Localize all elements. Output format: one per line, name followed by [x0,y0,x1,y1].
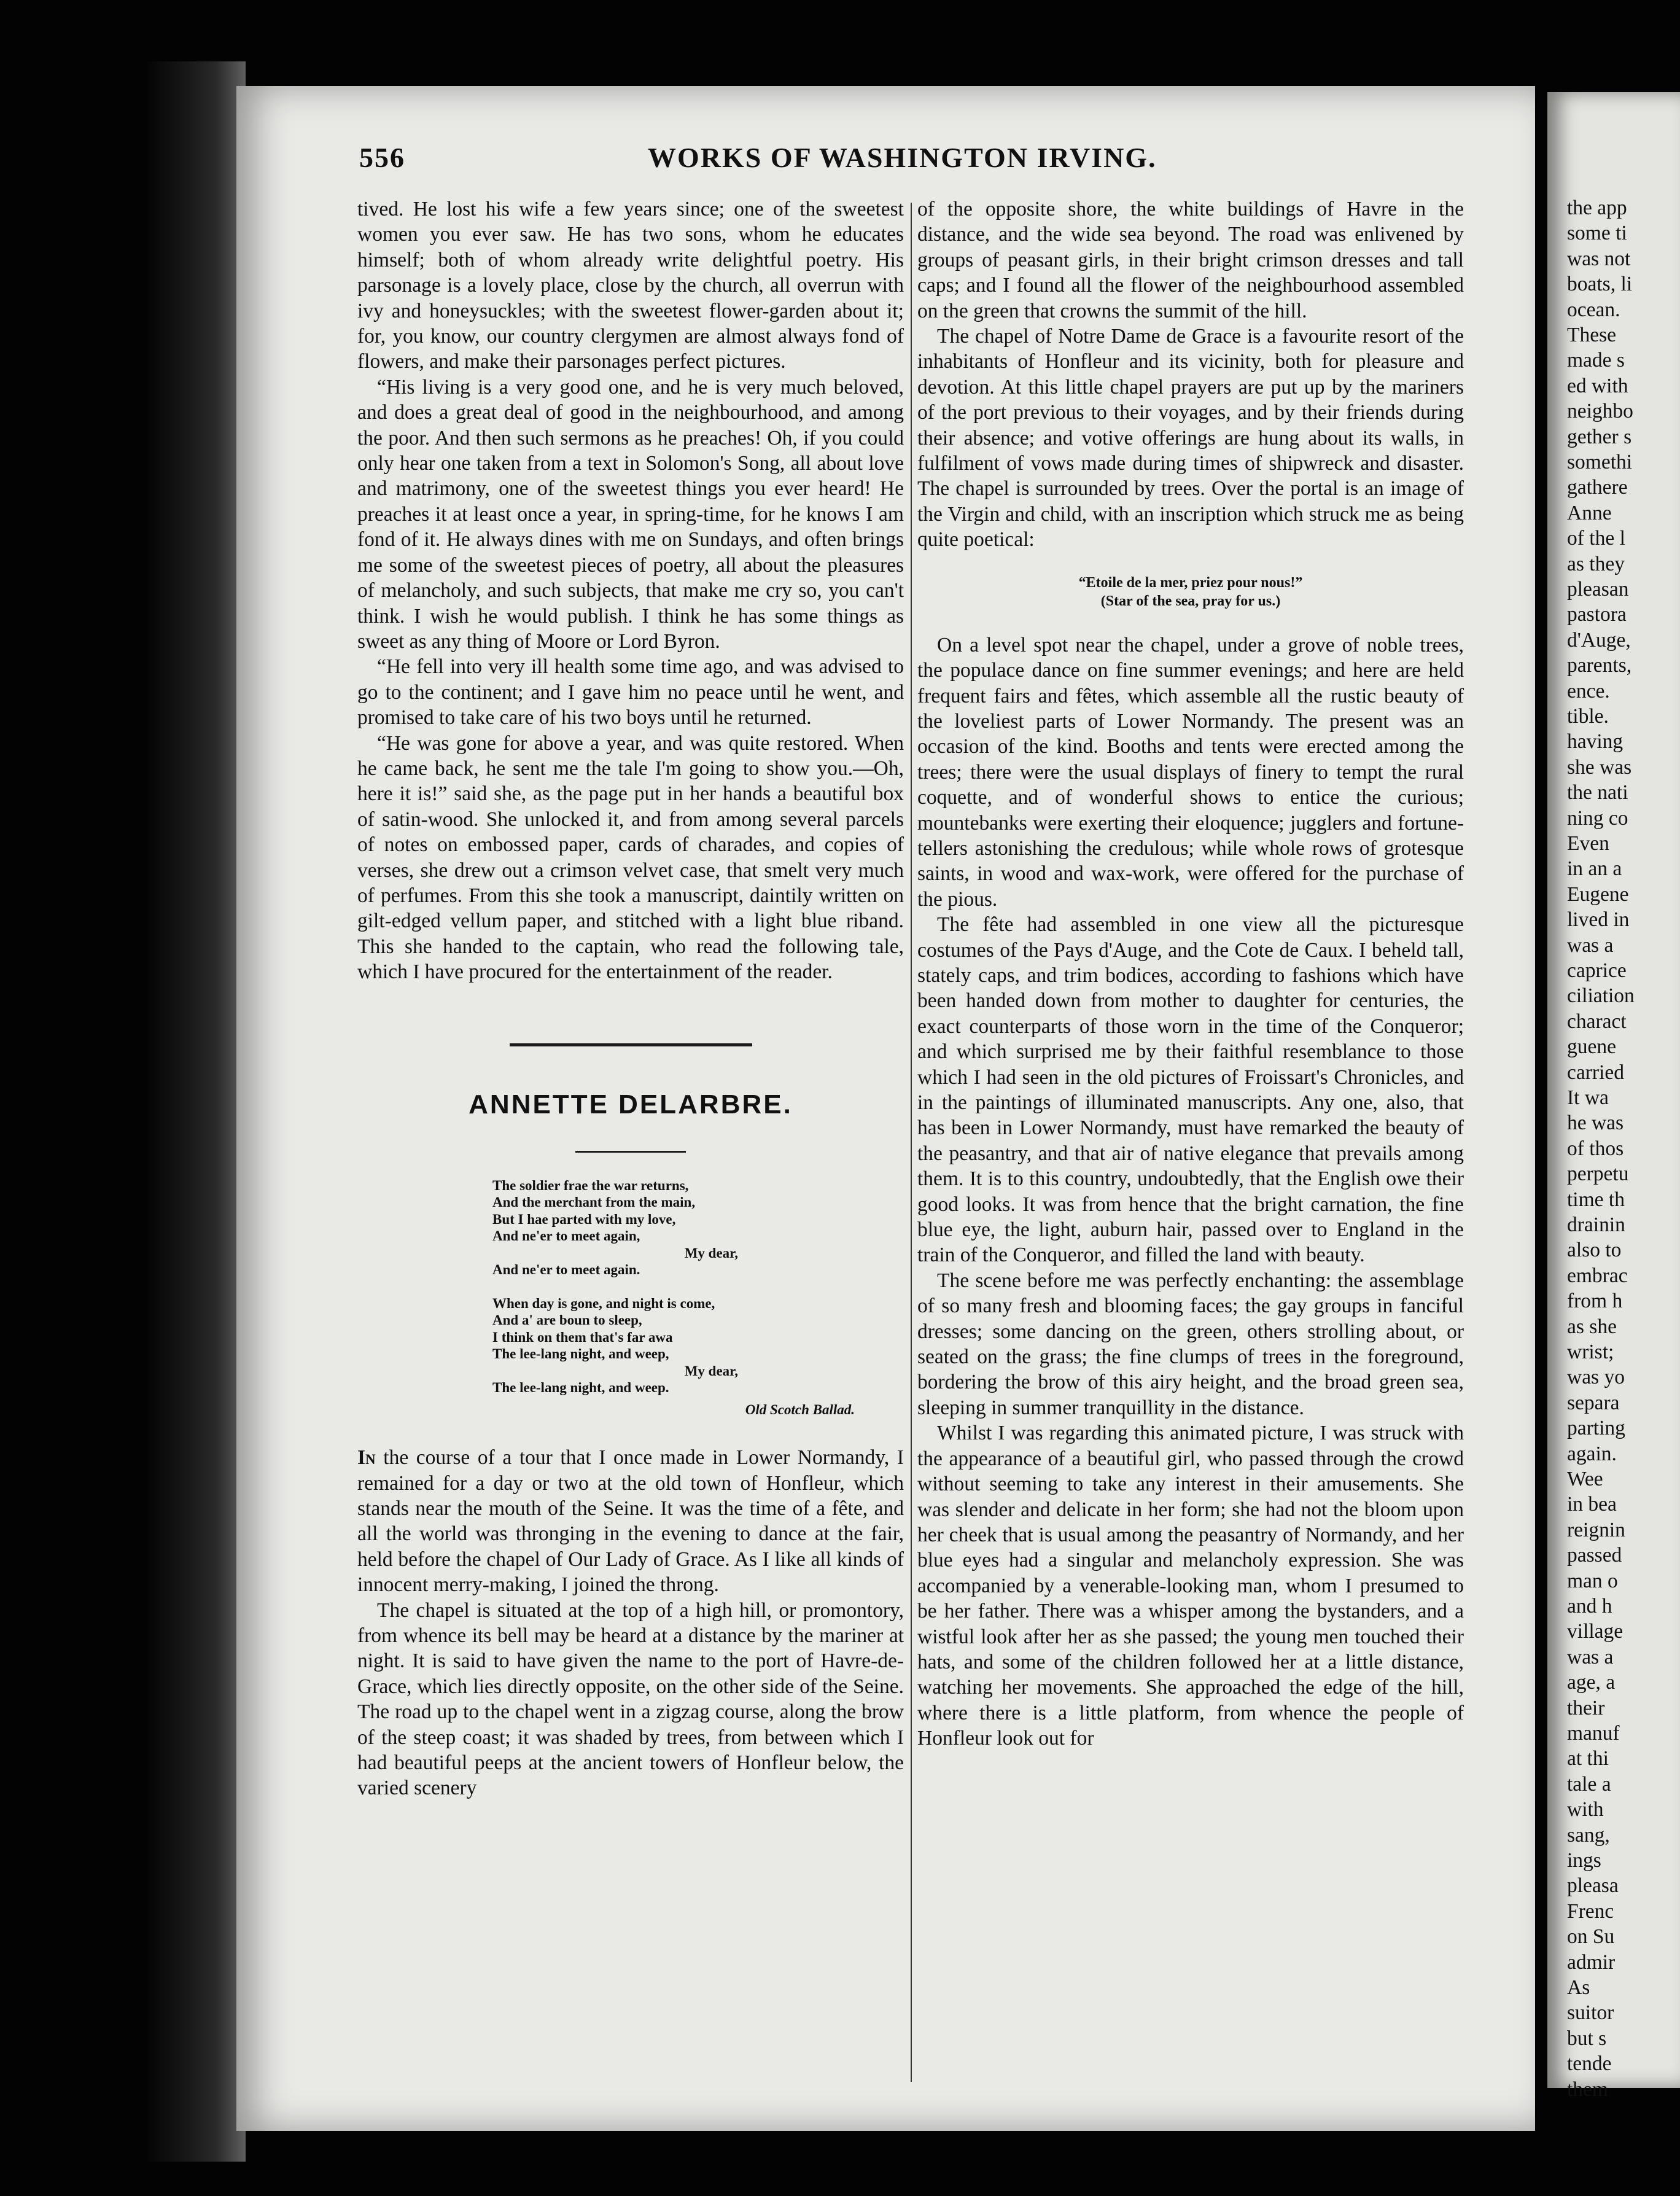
facing-page-line: made s [1567,349,1625,372]
facing-page-line: the app [1567,197,1627,219]
facing-page-line: neighbo [1567,400,1633,423]
facing-page-line: perpetu [1567,1162,1629,1186]
facing-page-line: of the l [1567,527,1625,550]
facing-page-line: with [1567,1798,1604,1821]
facing-page-line: tende [1567,2052,1612,2076]
facing-page-line: of thos [1567,1137,1624,1160]
inscription-translation: (Star of the sea, pray for us.) [1100,593,1281,609]
facing-page-line: drainin [1567,1213,1625,1236]
title-rule [575,1151,686,1153]
facing-page-line: at thi [1567,1747,1609,1770]
facing-page-line: was not [1567,247,1631,270]
paragraph: Whilst I was regarding this animated picture, I was struck with the appearance of a beautiful girl, who passed through the crowd without seeming to take any interest in their amusements. She was slender and delicate in her form; she had not the bloom upon her cheek that is usual among the peasantry of Normandy, and her blue eyes had a singular and melancholy expression. She was accompanied by a venerable-looking man, whom I presumed to be her father. There was a whisper among the bystanders, and a wistful look after her as she passed; the young men touched their hats, and some of the children followed her at a little distance, watching her movements. She approached the edge of the hill, where there is a little platform, from whence the people of Honfleur look out for [917,1422,1464,1750]
facing-page-line: in an a [1567,857,1622,881]
facing-page-line: was a [1567,1645,1614,1668]
facing-page-line: wrist; [1567,1341,1614,1363]
facing-page-line: tale a [1567,1772,1611,1796]
facing-page-line: but s [1567,2027,1607,2050]
paragraph: of the opposite shore, the white buildings of Havre in the distance, and the wide sea beyond. The road was enlivened by groups of peasant girls, in their bright crimson dresses and tall caps; and I found all the flower of the neighbourhood assembled on the green that crowns the summit of the hill. [917,198,1464,322]
facing-page-line: sang, [1567,1823,1610,1847]
story-title: ANNETTE DELARBRE. [469,1089,793,1119]
verse-line: I think on them that's far awa [492,1329,673,1345]
facing-page-line: ence. [1567,679,1610,703]
paragraph: tived. He lost his wife a few years since; one of the sweetest women you ever saw. He has two sons, whom he educates himself; both of whom already write delightful poetry. His parsonage is a lovely place, close by the church, all overrun with ivy and honeysuckles; with the sweetest flower-garden about it; for, you know, our country clergymen are almost always fond of flowers, and make their parsonages perfect pictures. [357,198,904,373]
facing-page-line: some ti [1567,222,1627,245]
facing-page-line: age, a [1567,1671,1616,1694]
verse-line: And ne'er to meet again, [492,1228,640,1244]
running-title: WORKS OF WASHINGTON IRVING. [648,142,1157,173]
column-divider [911,203,912,2082]
facing-page-line: ciliation [1567,984,1635,1008]
facing-page-line: as she [1567,1315,1617,1338]
facing-page-line: separa [1567,1391,1620,1414]
facing-page-line: time th [1567,1188,1625,1211]
facing-page-line: charact [1567,1010,1627,1033]
ballad-source: Old Scotch Ballad. [745,1401,855,1417]
facing-page-line: tible. [1567,705,1609,728]
inscription-french: “Etoile de la mer, priez pour nous!” [1078,574,1303,591]
facing-page-line: It wa [1567,1086,1609,1109]
facing-page-line: pleasan [1567,578,1629,601]
facing-page-line: guene [1567,1035,1616,1059]
facing-page-line: ocean. [1567,298,1620,321]
verse-line: And ne'er to meet again. [492,1262,640,1278]
facing-page-line: Frenc [1567,1899,1614,1923]
facing-page-line: manuf [1567,1722,1620,1745]
paragraph: “He was gone for above a year, and was quite restored. When he came back, he sent me the tale I'm going to show you.—Oh, here it is!” said she, as the page put in her hands a beautiful box of satin-wood. She unlocked it, and from among several parcels of notes on embossed paper, cards of charades, and copies of verses, she drew out a crimson velvet case, that smelt very much of perfumes. From this she took a manuscript, daintily written on gilt-edged vellum paper, and stitched with a light blue riband. This she handed to the captain, who read the following tale, which I have procured for the entertainment of the reader. [357,731,904,984]
facing-page-line: ings [1567,1849,1601,1872]
section-rule [510,1043,752,1046]
facing-page-line: also to [1567,1239,1622,1262]
facing-page-line: gathere [1567,476,1628,499]
verse-refrain: My dear, [684,1363,738,1379]
facing-page-line: somethi [1567,451,1633,473]
facing-page-line: Wee [1567,1468,1603,1490]
facing-page-line: man o [1567,1569,1618,1592]
facing-page-line: d'Auge, [1567,628,1631,652]
paragraph: The scene before me was perfectly enchanting: the assemblage of so many fresh and blooming faces; the gay groups in fanciful dresses; some dancing on the green, others strolling about, or seated on the grass; the fine clumps of trees in the foreground, bordering the brow of this airy height, and the broad green sea, sleeping in summer tranquillity in the distance. [917,1269,1464,1419]
book-gutter-shadow [147,61,246,2162]
verse-refrain: My dear, [684,1245,738,1261]
facing-page-line: and h [1567,1595,1612,1618]
drop-cap: In [357,1446,376,1470]
facing-page-line: parting [1567,1417,1625,1440]
facing-page-line: parents, [1567,654,1632,677]
facing-page-line: suitor [1567,2001,1614,2025]
stanza-gap [492,1279,763,1295]
verse-line: The lee-lang night, and weep, [492,1346,669,1362]
facing-page-line: on Su [1567,1925,1615,1949]
facing-page-line: admir [1567,1950,1616,1974]
paragraph: The chapel of Notre Dame de Grace is a favourite resort of the inhabitants of Honfleur and its vicinity, both for pleasure and devotion. At this little chapel prayers are put up by the mariners of the port previous to their voyages, and by their friends during their absence; and votive offerings are hung about its walls, in fulfilment of vows made during times of shipwreck and disaster. The chapel is surrounded by trees. Over the portal is an image of the Virgin and child, with an inscription which struck me as being quite poetical: [917,325,1464,551]
left-column [357,197,904,1801]
facing-page-line: pleasa [1567,1874,1619,1898]
facing-page-line: village [1567,1620,1624,1643]
facing-page-line: in bea [1567,1493,1617,1516]
verse-line: The lee-lang night, and weep. [492,1380,669,1396]
facing-page-line: was yo [1567,1366,1625,1389]
facing-page-line: embrac [1567,1264,1628,1287]
facing-page-line: Eugene [1567,882,1629,906]
facing-page-line: from h [1567,1290,1623,1313]
right-column [917,197,1464,1751]
paragraph: “His living is a very good one, and he is very much beloved, and does a great deal of good in the neighbourhood, and among the poor. And then such sermons as he preaches! Oh, if you could only hear one taken from a text in Solomon's Song, all about love and matrimony, one of the sweetest things you ever heard! He preaches it at least once a year, in spring-time, for he knows I am fond of it. He always dines with me on Sundays, and often brings me some of the sweetest pieces of poetry, all about the pleasures of melancholy, and such subjects, that make me cry so, you can't think. I wish he would publish. I think he has some things as sweet as any thing of Moore or Lord Byron. [357,375,904,653]
facing-page-line: them [1567,2077,1608,2101]
verse-line: When day is gone, and night is come, [492,1295,715,1311]
facing-page-line: as they [1567,552,1625,575]
paragraph-text: the course of a tour that I once made in Lower Normandy, I remained for a day or two at the old town of Honfleur, which stands near the mouth of the Seine. It was the time of a fête, and all the world was thronging in the evening to dance at the fair, held before the chapel of Our Lady of Grace. As I like all kinds of innocent merry-making, I joined the throng. [357,1446,904,1597]
facing-page-line: caprice [1567,959,1627,982]
facing-page-line: the nati [1567,781,1628,804]
running-header [359,141,1231,184]
ballad-epigraph [492,1177,855,1419]
paragraph: On a level spot near the chapel, under a grove of noble trees, the populace dance on fine summer evenings; and here are held frequent fairs and fêtes, which assemble all the rustic beauty of the loveliest parts of Lower Normandy. The present was an occasion of the kind. Booths and tents were erected among the trees; there were the usual displays of finery to tempt the rural coquette, and of wonderful shows to entice the curious; mountebanks were exerting their eloquence; jugglers and fortune-tellers astonishing the credulous; while whole rows of grotesque saints, in wood and wax-work, were offered for the purchase of the pious. [917,633,1464,911]
inscription [917,574,1464,610]
facing-page-line: Anne [1567,501,1612,524]
facing-page-line: their [1567,1696,1605,1719]
facing-page-line: Even [1567,832,1609,855]
page-number: 556 [359,142,405,173]
verse-line: But I hae parted with my love, [492,1211,676,1227]
facing-page-line: As [1567,1976,1590,1999]
paragraph: The fête had assembled in one view all the picturesque costumes of the Pays d'Auge, and the Cote de Caux. I beheld tall, stately caps, and trim bodices, according to fashions which have been handed down from mother to daughter for centuries, the exact counterparts of those worn in the time of the Conqueror; and which surprised me by their faithful resemblance to those which I had seen in the old pictures of Froissart's Chronicles, and in the paintings of illuminated manuscripts. Any one, also, that has been in Lower Normandy, must have remarked the beauty of the peasantry, and that air of native elegance that prevails among them. It is to this country, undoubtedly, that the English owe their good looks. It was from hence that the bright carnation, the fine blue eye, the light, auburn hair, passed over to England in the train of the Conqueror, and filled the land with beauty. [917,913,1464,1267]
facing-page-line: passed [1567,1544,1622,1567]
paragraph: “He fell into very ill health some time ago, and was advised to go to the continent; and I gave him no peace until he went, and promised to take care of his two boys until he returned. [357,655,904,730]
facing-page-line: pastora [1567,603,1627,626]
paragraph: The chapel is situated at the top of a high hill, or promontory, from whence its bell may be heard at a distance by the mariner at night. It is said to have given the name to the port of Havre-de-Grace, which lies directly opposite, on the other side of the Seine. The road up to the chapel went in a zigzag course, along the brow of the steep coast; it was shaded by trees, from between which I had beautiful peeps at the ancient towers of Honfleur below, the varied scenery [357,1598,904,1800]
facing-page-line: reignin [1567,1518,1625,1541]
facing-page-line: he was [1567,1112,1624,1135]
facing-page-line: boats, li [1567,273,1633,296]
story-opening-paragraph [357,1445,904,1597]
facing-page-line: again. [1567,1442,1617,1465]
verse-line: And the merchant from the main, [492,1194,696,1210]
facing-page-line: lived in [1567,908,1630,932]
facing-page-line: gether s [1567,425,1632,448]
facing-page-line: was a [1567,933,1614,957]
verse-line: The soldier frae the war returns, [492,1177,689,1193]
facing-page-line: having [1567,730,1624,753]
verse-line: And a' are boun to sleep, [492,1312,642,1328]
facing-page-line: carried [1567,1061,1624,1084]
facing-page-line: ed with [1567,374,1628,397]
facing-page-line: These [1567,324,1616,346]
facing-page-line: ning co [1567,806,1628,830]
facing-page-line: she was [1567,755,1632,779]
